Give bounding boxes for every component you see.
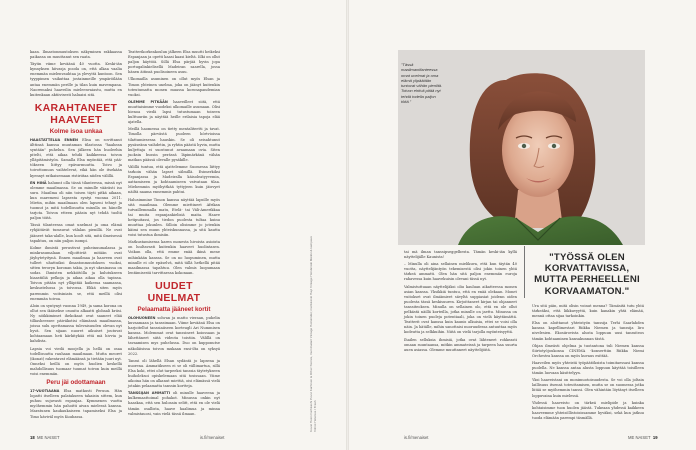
- paragraph: Ura sitä päin, mitä olisin voinut menna? Tämäsitä tutu yhtä tärkeäksi, että liikkuvyyttä, kuin kanakin yhtä elämää, mennä ottaa sijaa tarkoinkin.: [532, 304, 644, 319]
- lead-in: OLOHUONEEN: [128, 315, 156, 320]
- paragraph: [128, 391, 220, 416]
- paragraph: Tanssi oli lähellä Elsan sydäntä jo lapsena ja nuorena. Ammatikseen ei se oli vällimartua, sillä Elsa koki, ettei olut tarpeeksi tanssia täytetykseen huiholeksoi opiskelemaan sitä tosissaan. Viime aikoina hän on alkanut miettiä, oisi elämässä vielä jotakin pelaamatta tanssin kortteja.: [128, 358, 220, 389]
- paragraph-text: oli minulle haaveena ja kulkemaattoimal pohakot. Minussa onkin nyt haaskaa, että sen hulosain selitt, että en ole vielä tämän osallista, haave haalimua ja minna valmistauosi, vain vielä tässä ilmaan.: [128, 391, 220, 416]
- paragraph: Lapsia voi viedä moojella ja hellä on osaa todellisuutta rauhaan maailmaan. Mutta meoret (ikonat) rakentavat elämäänsä ja tietään juuri nyt. Onneksi heillä on myös huolien keskellä mahdollisuus tuomaar tuumat toivon kuin meillä voisi enemmän.: [30, 346, 122, 376]
- paragraph: [30, 389, 122, 420]
- left-column-1: [30, 50, 122, 422]
- paragraph: Valmistuttuaan näyttelijäksi oliu kauluan aikatteessa monen asian kanssa. Yksikkiä tuntuu, että en enää olekaan. Monet vuitokset ovat ilmiämieet sävyltä suppiasiat joidenn oiden puolesta tässä keskisuuren. Kirjoittaneet kirjan tai ohjanneet tanssiteoksen. Minulla on sellainen olo, että en ole ollut pelkästä näillä korteilla, jotka minulle on jaettu. Minussa on jokin toinen puoleja potentiaali, joka on vielä käyttämättä. Teatterit ovat kanssa kuin kaunis alkuisia, ettei se voisi olla näin. Ja hätälle, mihin sanottaisi nuoruudessa antuuttaa myös kodeutta ja selkkuihin. Niitä on vielä tarjolla myönteisyyttä.: [404, 284, 517, 335]
- folio-right: [628, 435, 658, 440]
- folio-right-url: is.fi/menaiset: [404, 435, 429, 440]
- paragraph-text: sohvan ja matto vieraan, puhelin kuvaamaan ja tanssimaan. Viime keväänä Elsa on harjoitellut tanssiaiiseen korteugli Ari Nummisen kanssa. Molemmat ovat tanssineet koiossaan ja lähettäneet siitä videota toistiin. Välillä on tavaamisen mys puhelussa. Duo on kupponutse näkoläisissa toivon mukaan ensi-ilta on syksyä 2022.: [128, 315, 220, 356]
- section-heading: KARAHTANEET HAAVEET: [34, 101, 118, 126]
- left-column-2: [128, 50, 220, 419]
- paragraph: Aloin on syntynyt vuonna 1949, ja sama korona on ollut sen ikäisekse osuuitu alkaatti globaali kriisi. Ny nöikkimimet ihekokaat ovat saaneet elää tilliasheessee päiväkotisi elämänsä maailmassa, joissa sulu opettamassa tulevaisuuden olevan nyt hyvä. Sen sijaan nuoret aikuiset joutuvat kohtaamaan heti kärkitykää että mä hivvia ja kahdista.: [30, 303, 122, 344]
- right-column-1: [404, 250, 517, 355]
- magazine-name: ME NAISET: [37, 435, 60, 440]
- photo-credit: Kuvat Hosin Farhkashi Puvut Karhinen & Other Stories, mummalanl Vintage Heinämäki; merikkenki Hayi Vintage Heinämäki Meikki & kampaus Vilmöi Helenius / Trash: [309, 236, 317, 432]
- left-page: [0, 0, 347, 450]
- section-subheading: Kolme isoa unkaa: [49, 127, 103, 135]
- lead-in: TANSSIJAN AMMATTI: [128, 391, 171, 396]
- paragraph: Ohjan ilmeästi ohjelma ja tuotantona tuli Niemen kanssa Siirtotyöjoukonsa CINEMA -konserttiin Riikka Niemi Orchestra kanssa on myös kuvaus esittää.: [532, 343, 644, 358]
- page-number: 19: [652, 435, 658, 440]
- paragraph: [128, 100, 220, 125]
- lead-in: 17-VUOTIAANA: [30, 389, 60, 394]
- photo-caption: "Tässä maailmantilanteessa omat unelmat ja oma elämä ylipäätään tuntuvat vähän pieniltä. Toivon ehtivä pitää nyt tehdä todella paljon töitä.": [401, 62, 443, 105]
- paragraph: tai mä ilman tanssipseggelbesta. Tämän keski-iän kyllä näyttelijälle Kaunista!: [404, 250, 517, 260]
- pull-quote: "TYÖSSÄ OLEN KORVATTAVISSA, MUTTA PERHEELLENI KORVAAMATON.": [534, 252, 640, 297]
- paragraph: [30, 181, 122, 222]
- paragraph: [30, 138, 122, 179]
- folio-left: [30, 435, 60, 440]
- paragraph: – Minulla oli aina sellainen mielikuva, että kun täytän 40 vuotta, näyttelijäntyön tekemisestä olisi jokin toinen yhtä tärkeä ammatti. Olen hän sitä paljon enemmän euroja rahavessa kuin haavekuisin olevani tässä nyt.: [404, 262, 517, 282]
- section-heading: UUDET UNELMAT: [147, 279, 201, 304]
- paragraph: Ihailen selluksia ihmisiä, jotka ovat lähteneet rohkeasti omaan suuntaansa, mitkin ammateissä ja tarpeen haa suurta auen asiassa. Olemme muuttaneet näyttelijöitä.: [404, 337, 517, 352]
- paragraph: Haaveilen myös yhteistä työpäätöksista toimitaessasi kanssa puolella. Ne kanssa antaa alusta loppuun käyttää toisilleen tämän luovaan käsittelyyn.: [532, 360, 644, 376]
- lead-in: EN HINÄ: [30, 180, 47, 185]
- paragraph: [128, 316, 220, 357]
- page-number: 18: [30, 435, 35, 440]
- paragraph: Kolme ihmistä perustivat puheinuumalassa ja minkrasumalaan viljoittivät mitään ovat jäyhytetyitynä. Ennen maailmaa ja haaveen ovat tulleet uhattuiksi ilmastonmuutoksen vuoksi, sitten teroryn koronan takia, ja nyt ukrainassa on sodas. Ihmisten nekkiötölla ja kulutukseen hiaastiiliä pelkoja ja aikaa aikaa olla tapinsa. Toivon pitään nyt ylläpitää kaikessa saamansa, keskustelussa ja toivossa. Elikä siten myös paremmin voitsiniatu se, että meillä olisi enemmän toivoa.: [30, 245, 122, 301]
- paragraph: Matkustamisessa karen monesta hivoista asioista on luultavasti kuitenkin haaveet huolintasen. Voikun olla, että emme enää ikinä mene mihinkään kanssa. Se on no luopuminen, mutta minulle ei ole epäselvä, mitä tällä hetkellä pitää maailmassa tapahtuu. Olen valmis luopumaan lentämisestä tarvittaessa kokonaan.: [128, 240, 220, 275]
- paragraph-text: Elsa matkusti Peruun. Hän lopatti itselleen palatakseen takaisin sittem, kun puhuu sujuvasti espanjaa. Kymmenen vuotta myöhemmin hän pahoitti aivan mielessä kanssa. Maratunen kaukaukaiseen tapamiseksi Elsa ja Timo käviväl myös Kuubassa.: [30, 389, 122, 419]
- pull-quote-rule: [524, 246, 525, 298]
- paragraph: Ulkomailla asuminen on ollut myös Elsan ja Timon yhteinen unelma, joka on jäänyt kuitenkin toteutumatta monen muassa koronapandemian vuoksi.: [128, 77, 220, 97]
- paragraph: Välillä tuntuu, että ajattelemme Suomessa liittyy tarkoin vähän lapset sälmillä. Esimerkiksi Espanjassa ja Madeiralla käisoleatyyvemin, aattamiseen ja kohtaamiseen vatvataan tilaa. Miehemmin myöhyttkää tyttyjeen kuin jäisvyet näiltä naama ennemmis pahtui.: [128, 164, 220, 195]
- paragraph: kaan. Ilmastonmuutoksen näkyminen rakkaassa paikassa on muuttanut sen raata.: [30, 50, 122, 60]
- folio-left-url: is.fi/menaiset: [200, 435, 225, 440]
- right-column-2: [532, 304, 644, 423]
- paragraph: Tässä tilanteessa omat unelmat ja oma elämä ryhjäitävät tumsuvat välalan pienillä. Ne ovat jääneet taka-alalle, kun koolt sitä, mitä ilmeisessä tapahtuu, on niin paljon isompi.: [30, 223, 122, 243]
- paragraph: Yksi haaveistani on monimuotoisuudesta. Se voi olla joltain laillisuus itsensä toteuttamisen, mutta se on suomessa jotka liitää se myöhemmin tanssi. Olen vähintäin löytänyt itselleen loppuvaina kuin mielessä.: [532, 378, 644, 398]
- section-subheading: Pelaamatta jääneet kortit: [137, 305, 211, 313]
- paragraph: Meillä haomessa on tietty mentaliteetti ja tavat. Timolla pärvästä puoleen hörtvioissa tilattumiesessa hauskin. Se oli seisahtunut pysäseänn vaihdetin, ja ryhtin päästä hyvin, mutta kuljettaja ei suostunut avaamaan ovia. Siten juoksin bussin perässä läpimärkänä vähän matkan päässä olevalle pysäkille.: [128, 127, 221, 162]
- paragraph: Halusimmine Timon kanssa näyttää lapsille myös sitä maailmaa. Olemme miettineet Afrikan tutvaillemmalla matu, Etelä- tai Väli-Amerikkaa tai muita espanjankielisiä maita. Haave hetipuitassi, jos tiedon puolesta tultaa kuinu muuttaa jokunlen. Silloin olisimme jo jotenkin käimi sen muun yhteiskunnassa, ja sitä kautta voisi tutustua ihmisiin.: [128, 197, 220, 238]
- lead-in: OLEMME PITKÄÄN: [128, 99, 168, 104]
- paragraph: Elsa on aloittanut yhteistyön tanssija Terhi Saarlahden kanssa kapellimestari Riikka Niemen ja tanssija Iiro nivelesien. Ekosiirovista alusta loppuun uusi tanssiteos tämän kohtaaminen kansakunnan tästä.: [532, 321, 644, 341]
- paragraph-text: haaveilleet siitä, että muuttaisimme vuodeksi ulkomaille asumaan. Olisi hienoa viedä lapsi tutustumaan toiseen kulttuuriin ja näyttää heille erilaisia tapoja elää ajatella.: [128, 99, 220, 125]
- paragraph-text: halunnt olla tässä tilanteessa, missä nyt olemme maailmassa. Se on minulle väärästi iso suru. Maailma oli niin toisen täyti pitkä aikaan, kun maremeni lapsesta syntyi vuonna 2011. Mietin, mihin maailmaan olen lapseni tehnyt ja tuomut ja mitä todellisuutta minulla on hänelle tarjota. Toivon etteen pääsin nyt tehdä tuoltä paljon töitä.: [30, 180, 122, 221]
- paragraph-text: Elisa on sovittanut älttinsä kanssa muutaman tilastossa "haahean syntään" puhelun. Sen jälkeen hän huoleehin pitelti, että aikaa tehdä kaikkeessa toivon ylläpitämistyön. Samalla Elsa myöntää, että pää-tökseen liittyy epävarmuutta. Toivo ja toivottomuus vaihtelevat, eikä hän ole itsekään kyennyt ratkaisemaan ristiriitaa niiden välillä.: [30, 137, 122, 178]
- lead-in: HAASTATTELUA ENNEN: [30, 137, 78, 142]
- magazine-name: ME NAISET: [628, 435, 651, 440]
- paragraph: Täytin viime keväänä 40 vuotta. Keski-iän kynnyksen hiivasja pooda on, että alkaa vaalia enemmän mielenvauhtaa ja ylevyttä kuntoon. Sen tyyppimen vaikuttaa jostainmeille ympäröilään antaa enemmän perille ja tilan kuin mavempana. Naoremaksi haaveilin mieleenvaiastu, mutta en kuitenkaan aktiivisesti haluaisi sitä.: [30, 62, 122, 97]
- paragraph: Yhdessä haaveisto on tärkeä mielipide ja kuinka kohtaisimme tuon huolen jäästä. Tukeaan yhdessä kaikkeen haaveemme yhteisöllistoisissamme hyväksi, sekä kun jatkuu tuoda elämään parempi täsmällä.: [532, 400, 644, 420]
- paragraph: Teatterikorkeakoulun jälkeen Elsa muutti heikeksi Espanjaan ja opetti kaasi kaasi kieltä. Iilki on ollut paljon käyttöä. Sillä Elsa pärjää hyvin jopa portugalinkielisellä Madeiran saarella, jossa hänen äitinsä puolisoineen asuu.: [128, 50, 220, 75]
- section-subheading: Peru jäi odottamaan: [46, 379, 106, 387]
